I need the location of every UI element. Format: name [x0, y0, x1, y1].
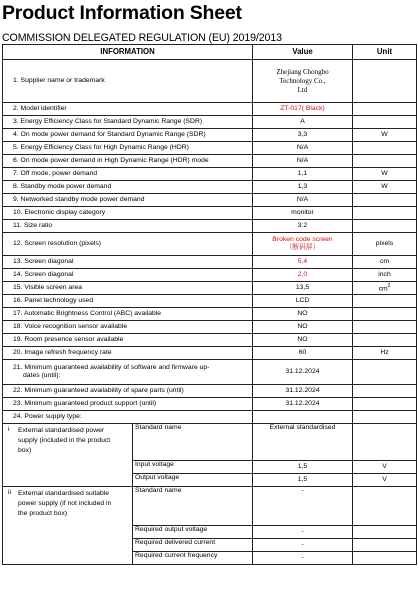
header-information: INFORMATION: [3, 45, 253, 60]
row-label: 2. Model identifier: [3, 103, 253, 116]
table-row: [3, 347, 417, 360]
row-label: 24. Power supply type:: [3, 411, 253, 424]
row-label: 6. On mode power demand in High Dynamic Range (HDR) mode: [3, 155, 253, 168]
table-row: [3, 385, 417, 398]
row-unit: [353, 321, 417, 334]
page-title: Product Information Sheet: [2, 2, 242, 24]
row-value: 60: [253, 347, 353, 360]
row-label: 17. Automatic Brightness Control (ABC) available: [3, 308, 253, 321]
power-supply-label: [3, 424, 133, 487]
supplier-value: [253, 60, 353, 103]
row-unit: [353, 308, 417, 321]
header-value: Value: [253, 45, 353, 60]
resolution-value-line: （断码屏）: [285, 244, 320, 251]
row-label: 5. Energy Efficiency Class for High Dynamic Range (HDR): [3, 142, 253, 155]
table-row: [3, 282, 417, 295]
table-row: [3, 194, 417, 207]
row-unit: V: [353, 461, 417, 474]
row-value: [253, 233, 353, 256]
sub-label: Input voltage: [133, 461, 253, 474]
row-unit: [353, 220, 417, 233]
power-supply-label-line: box): [18, 447, 32, 454]
row-label-line: dates (until):: [23, 372, 61, 379]
row-unit: [353, 360, 417, 385]
sub-label: Output voltage: [133, 474, 253, 487]
row-unit: [353, 60, 417, 103]
row-unit: [353, 207, 417, 220]
row-value: 1,5: [253, 474, 353, 487]
row-unit: [353, 526, 417, 539]
table-row: [3, 129, 417, 142]
table-row: [3, 308, 417, 321]
row-value: N/A: [253, 194, 353, 207]
row-unit: [353, 424, 417, 461]
row-unit: [353, 282, 417, 295]
table-row: [3, 411, 417, 424]
row-value: 13,5: [253, 282, 353, 295]
table-row: [3, 360, 417, 385]
power-supply-label-line: the product box): [18, 510, 68, 517]
row-value: 3,3: [253, 129, 353, 142]
row-value: -: [253, 539, 353, 552]
row-value: External standardised: [253, 424, 353, 461]
power-supply-label: [3, 487, 133, 565]
table-row: [3, 60, 417, 103]
supplier-value-line: Ltd: [297, 85, 308, 94]
table-row: [3, 256, 417, 269]
row-value: A: [253, 116, 353, 129]
table-row: [3, 168, 417, 181]
row-label: 13. Screen diagonal: [3, 256, 253, 269]
row-label-line: 21. Minimum guaranteed availability of software and firmware up-: [13, 364, 210, 371]
row-value: -: [253, 526, 353, 539]
row-label: 12. Screen resolution (pixels): [3, 233, 253, 256]
table-row: [3, 207, 417, 220]
row-label: 15. Visible screen area: [3, 282, 253, 295]
row-unit: W: [353, 168, 417, 181]
power-supply-label-line: power supply (if not included in: [18, 500, 112, 507]
row-unit: inch: [353, 269, 417, 282]
supplier-value-line: Technology Co.,: [279, 76, 326, 85]
row-value: 1,3: [253, 181, 353, 194]
row-label: 20. Image refresh frequency rate: [3, 347, 253, 360]
row-label: 4. On mode power demand for Standard Dynamic Range (SDR): [3, 129, 253, 142]
row-value: N/A: [253, 142, 353, 155]
table-row: [3, 181, 417, 194]
power-supply-marker: i: [8, 426, 10, 433]
row-unit: [353, 398, 417, 411]
table-row: [3, 220, 417, 233]
sub-label: Standard name: [133, 424, 253, 461]
table-row: [3, 116, 417, 129]
row-label: 23. Minimum guaranteed product support (until): [3, 398, 253, 411]
row-value: 31.12.2024: [253, 385, 353, 398]
table-row: [3, 334, 417, 347]
row-label: 3. Energy Efficiency Class for Standard Dynamic Range (SDR): [3, 116, 253, 129]
sub-label: Required current frequency: [133, 552, 253, 565]
row-label: 11. Size ratio: [3, 220, 253, 233]
row-value: LCD: [253, 295, 353, 308]
power-supply-marker: ii: [8, 489, 12, 496]
table-row: [3, 233, 417, 256]
row-value: ZT-017( Black): [253, 103, 353, 116]
unit-text: cm: [378, 285, 388, 293]
row-unit: [353, 487, 417, 526]
row-value: 3:2: [253, 220, 353, 233]
row-value: 5,4: [253, 256, 353, 269]
row-unit: [353, 194, 417, 207]
row-label: 10. Electronic display category: [3, 207, 253, 220]
row-unit: [353, 142, 417, 155]
row-label: 14. Screen diagonal: [3, 269, 253, 282]
row-unit: Hz: [353, 347, 417, 360]
row-unit: V: [353, 474, 417, 487]
row-value: 31.12.2024: [253, 360, 353, 385]
row-label: 22. Minimum guaranteed availability of spare parts (until): [3, 385, 253, 398]
row-value: 1,5: [253, 461, 353, 474]
row-unit: [353, 295, 417, 308]
table-row: [3, 269, 417, 282]
table-row: [3, 103, 417, 116]
table-row: [3, 295, 417, 308]
row-label: 18. Voice recognition sensor available: [3, 321, 253, 334]
table-row: [3, 487, 417, 526]
row-unit: [353, 155, 417, 168]
row-unit: [353, 334, 417, 347]
table-header-row: [3, 45, 417, 60]
header-unit: Unit: [353, 45, 417, 60]
row-value: -: [253, 552, 353, 565]
regulation-subtitle: COMMISSION DELEGATED REGULATION (EU) 2019/2013: [2, 32, 282, 44]
product-info-table: [2, 44, 417, 565]
unit-superscript: 2: [387, 283, 391, 290]
row-label: 19. Room presence sensor available: [3, 334, 253, 347]
power-supply-label-line: External standardised suitable: [18, 490, 110, 497]
row-value: 1,1: [253, 168, 353, 181]
table-row: [3, 321, 417, 334]
row-unit: [353, 385, 417, 398]
supplier-value-line: Zhejiang Chongbo: [276, 67, 329, 76]
row-unit: cm: [353, 256, 417, 269]
row-unit: [353, 552, 417, 565]
row-unit: W: [353, 129, 417, 142]
sub-label: Required output voltage: [133, 526, 253, 539]
row-unit: [353, 103, 417, 116]
resolution-value-line: Broken code screen: [272, 236, 333, 243]
row-label: 9. Networked standby mode power demand: [3, 194, 253, 207]
row-unit: pixels: [353, 233, 417, 256]
table-row: [3, 424, 417, 461]
row-label: 1. Supplier name or trademark: [3, 60, 253, 103]
sub-label: Required delivered current: [133, 539, 253, 552]
row-value: NO: [253, 321, 353, 334]
power-supply-label-line: External standardised power: [18, 427, 105, 434]
row-label: 7. Off mode, power demand: [3, 168, 253, 181]
row-value: 31.12.2024: [253, 398, 353, 411]
row-value: -: [253, 487, 353, 526]
row-value: NO: [253, 308, 353, 321]
row-value: 2,0: [253, 269, 353, 282]
row-value: NO: [253, 334, 353, 347]
row-unit: [353, 116, 417, 129]
row-label: [3, 360, 253, 385]
row-unit: [353, 539, 417, 552]
row-value: monitor: [253, 207, 353, 220]
row-unit: W: [353, 181, 417, 194]
row-label: 16. Panel technology used: [3, 295, 253, 308]
sub-label: Standard name: [133, 487, 253, 526]
table-row: [3, 398, 417, 411]
table-row: [3, 155, 417, 168]
row-value: N/A: [253, 155, 353, 168]
power-supply-label-line: supply (included in the product: [18, 437, 111, 444]
row-label: 8. Standby mode power demand: [3, 181, 253, 194]
table-row: [3, 142, 417, 155]
